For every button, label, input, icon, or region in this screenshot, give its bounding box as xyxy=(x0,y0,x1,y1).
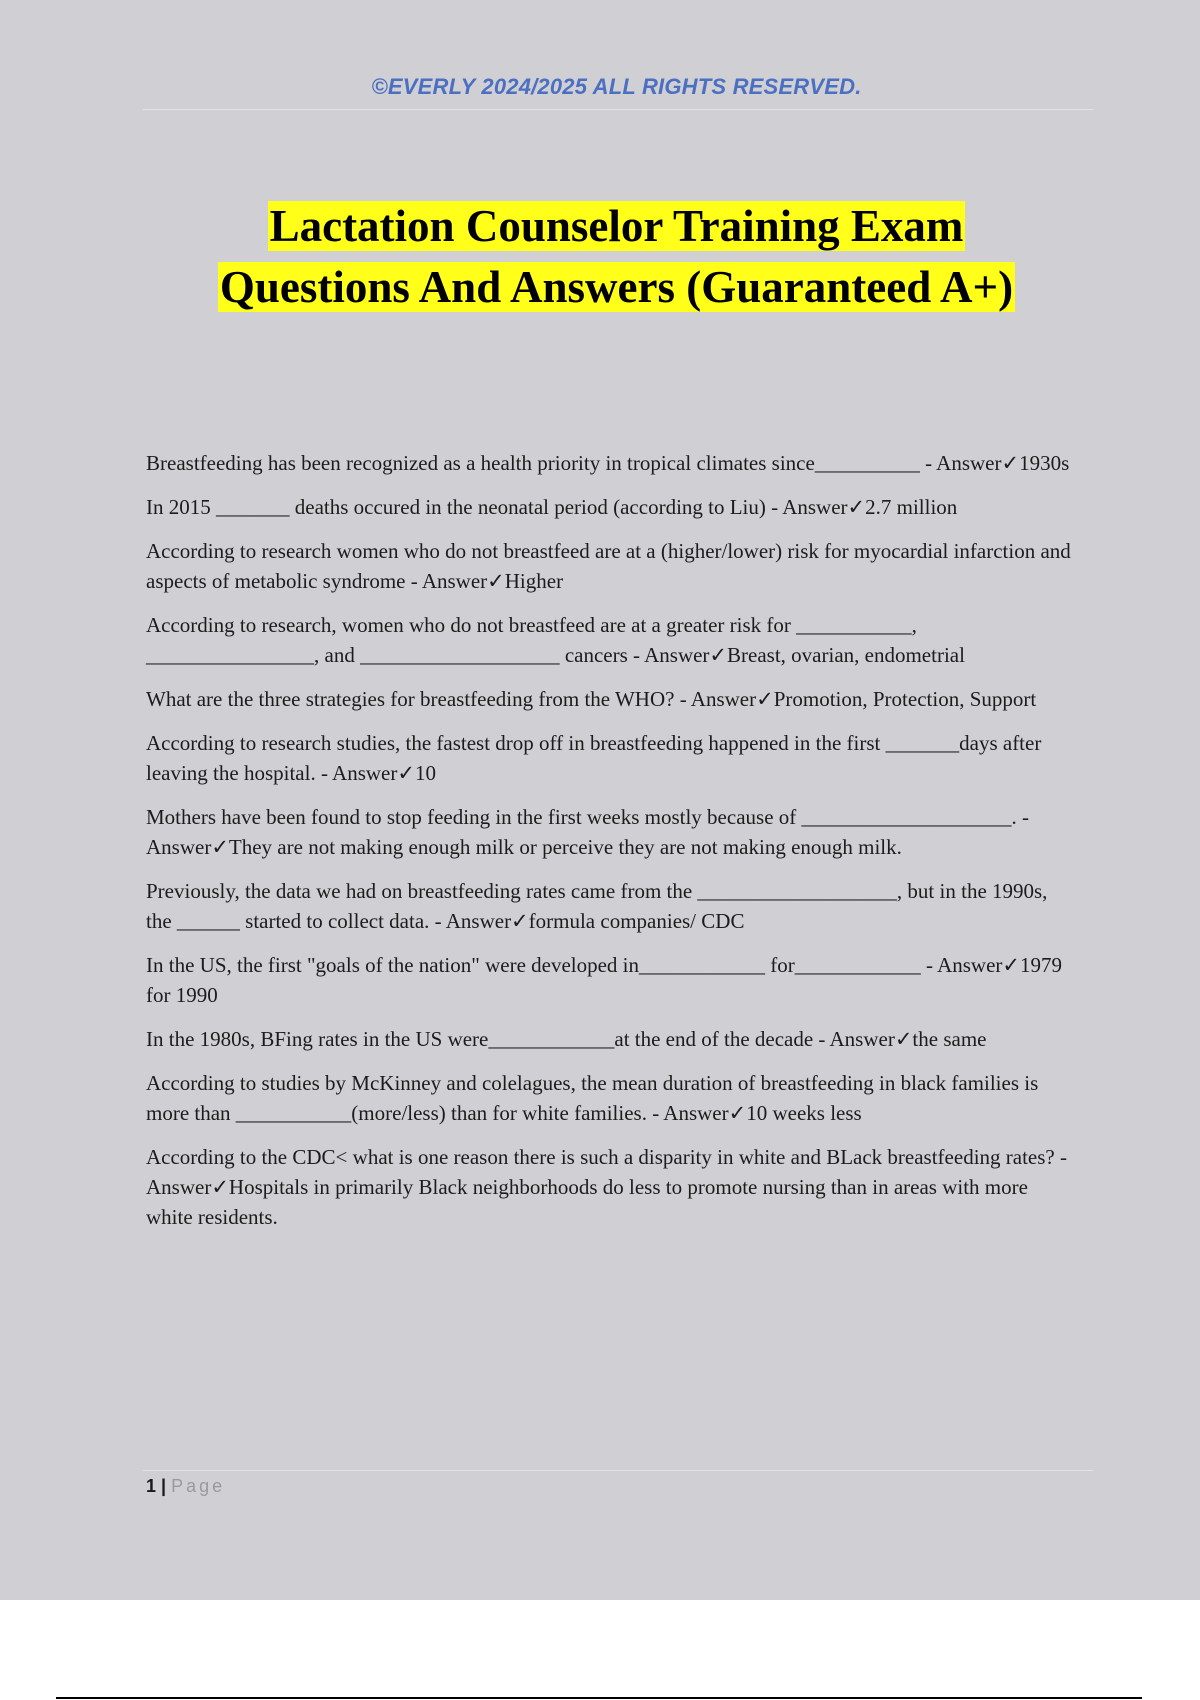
qa-item: Mothers have been found to stop feeding in the first weeks mostly because of ____________________. - Answer✓They are not making enough milk or perceive they are not making enough milk. xyxy=(146,805,1029,859)
title-line-1: Lactation Counselor Training Exam xyxy=(269,201,964,251)
qa-item: According to research, women who do not breastfeed are at a greater risk for ___________, ________________, and ___________________ cancers - Answer✓Breast, ovarian, endometrial xyxy=(146,613,965,667)
qa-list xyxy=(146,448,1071,1246)
document-title xyxy=(0,196,1200,318)
page-footer xyxy=(146,1474,225,1498)
qa-item: Breastfeeding has been recognized as a health priority in tropical climates since__________ - Answer✓1930s xyxy=(146,451,1070,475)
qa-item: In the 1980s, BFing rates in the US were____________at the end of the decade - Answer✓the same xyxy=(146,1027,987,1051)
next-page-edge-line xyxy=(56,1697,1142,1699)
header-divider xyxy=(143,109,1093,110)
page-number: 1 xyxy=(146,1476,157,1496)
copyright-header: ©EVERLY 2024/2025 ALL RIGHTS RESERVED. xyxy=(371,74,862,99)
qa-item: In 2015 _______ deaths occured in the neonatal period (according to Liu) - Answer✓2.7 million xyxy=(146,495,958,519)
qa-item: Previously, the data we had on breastfeeding rates came from the ___________________, but in the 1990s, the ______ started to collect data. - Answer✓formula companies/ CDC xyxy=(146,879,1048,933)
qa-item: In the US, the first "goals of the nation" were developed in____________ for____________ - Answer✓1979 for 1990 xyxy=(146,953,1063,1007)
qa-item: According to the CDC< what is one reason there is such a disparity in white and BLack breastfeeding rates? - Answer✓Hospitals in primarily Black neighborhoods do less to promote nursing than in areas with more white residents. xyxy=(146,1145,1067,1229)
qa-item: According to research studies, the fastest drop off in breastfeeding happened in the first _______days after leaving the hospital. - Answer✓10 xyxy=(146,731,1042,785)
footer-divider xyxy=(143,1470,1093,1471)
qa-item: What are the three strategies for breastfeeding from the WHO? - Answer✓Promotion, Protection, Support xyxy=(146,687,1037,711)
page-label: Page xyxy=(171,1476,226,1496)
footer-separator: | xyxy=(161,1476,167,1496)
qa-item: According to studies by McKinney and colelagues, the mean duration of breastfeeding in black families is more than ___________(more/less) than for white families. - Answer✓10 weeks less xyxy=(146,1071,1039,1125)
title-line-2: Questions And Answers (Guaranteed A+) xyxy=(219,262,1014,312)
qa-item: According to research women who do not breastfeed are at a (higher/lower) risk for myocardial infarction and aspects of metabolic syndrome - Answer✓Higher xyxy=(146,539,1071,593)
